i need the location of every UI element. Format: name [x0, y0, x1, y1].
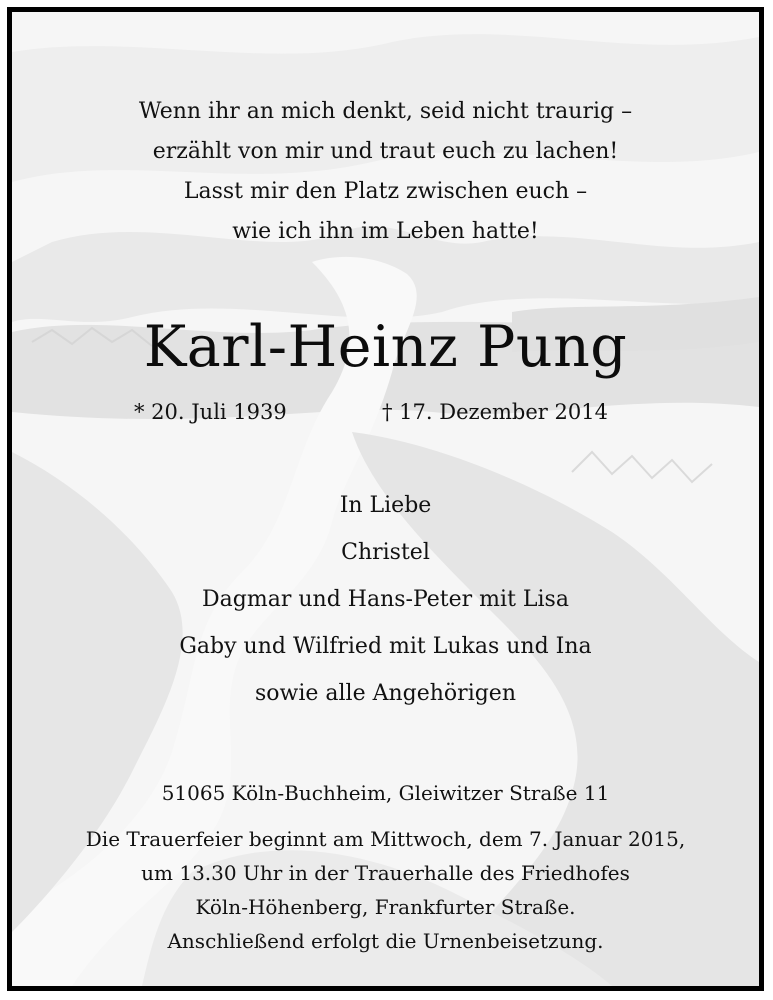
ceremony-line: Köln-Höhenberg, Frankfurter Straße. [195, 895, 576, 919]
ceremony-line: Anschließend erfolgt die Urnenbeisetzung. [167, 929, 604, 953]
poem-line: wie ich ihn im Leben hatte! [232, 219, 539, 244]
poem-line: erzählt von mir und traut euch zu lachen! [152, 139, 619, 164]
memorial-poem [12, 92, 759, 252]
mourners-line: In Liebe [339, 493, 432, 518]
mourners-list [12, 482, 759, 717]
family-address: 51065 Köln-Buchheim, Gleiwitzer Straße 11 [161, 781, 610, 805]
mourners-line: Dagmar und Hans-Peter mit Lisa [202, 587, 569, 612]
poem-line: Wenn ihr an mich denkt, seid nicht traurig – [138, 99, 633, 124]
poem-line: Lasst mir den Platz zwischen euch – [183, 179, 588, 204]
ceremony-line: um 13.30 Uhr in der Trauerhalle des Friedhofes [141, 861, 630, 885]
obituary-frame [7, 7, 764, 991]
mourners-line: sowie alle Angehörigen [254, 681, 516, 706]
deceased-name: Karl-Heinz Pung [143, 314, 628, 380]
death-date: † 17. Dezember 2014 [382, 400, 608, 424]
birth-date: * 20. Juli 1939 [134, 400, 287, 424]
ceremony-details [12, 822, 759, 958]
life-dates [12, 400, 759, 430]
obituary-content [12, 12, 759, 986]
mourners-line: Gaby und Wilfried mit Lukas und Ina [179, 634, 592, 659]
mourners-line: Christel [341, 540, 430, 565]
ceremony-line: Die Trauerfeier beginnt am Mittwoch, dem 7. Januar 2015, [85, 827, 686, 851]
